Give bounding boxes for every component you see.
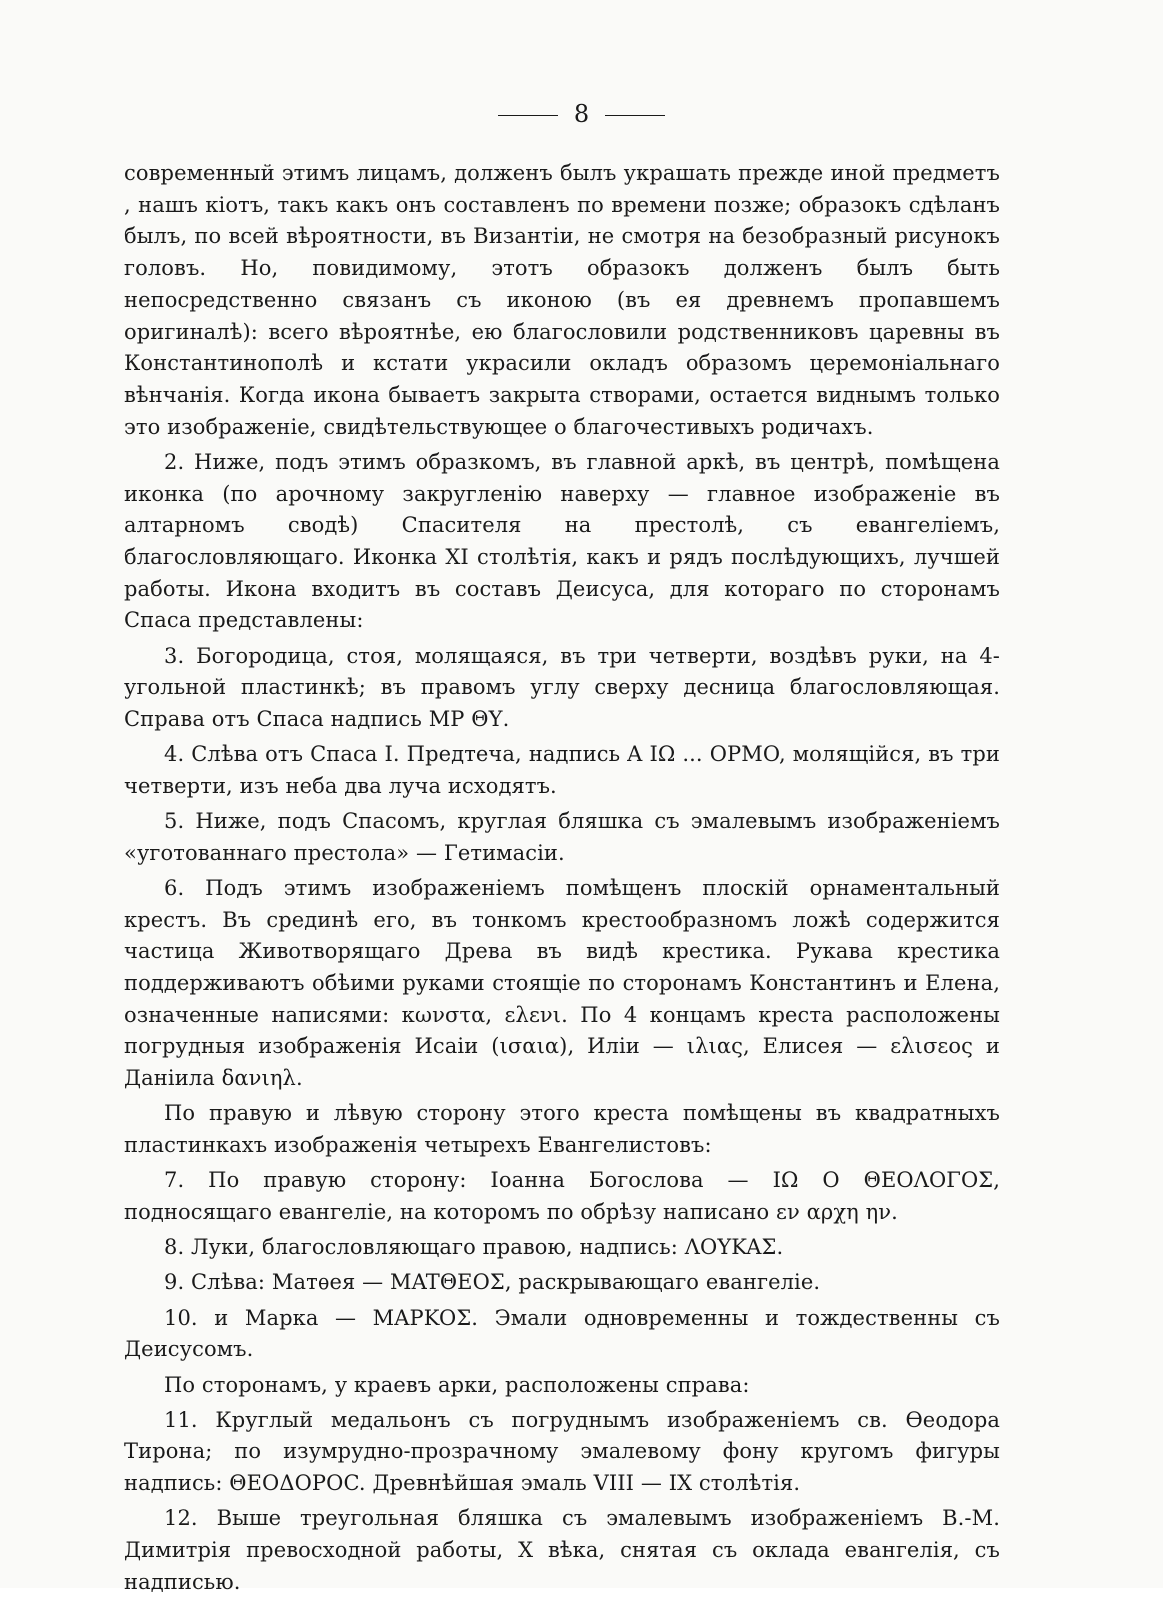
paragraph-item-6: 6. Подъ этимъ изображеніемъ помѣщенъ плоскій орнаментальный крестъ. Въ срединѣ его, въ тонкомъ крестообразномъ ложѣ содержится частица Животворящаго Древа въ видѣ крестика. Рукава крестика поддерживаютъ обѣими руками стоящіе по сторонамъ Константинъ и Елена, означенные написями: κωνστα, ελενι. По 4 концамъ креста расположены погрудныя изображенія Исаіи (ισαια), Иліи — ιλιας, Елисея — ελισεος и Даніила δανιηλ.	[124, 875, 1000, 1091]
page-number: 8	[573, 100, 590, 128]
paragraph-item-8: 8. Луки, благословляющаго правою, надпись: ΛOYKAΣ.	[164, 1235, 784, 1260]
body-text	[124, 158, 1000, 1598]
paragraph-item-10: 10. и Марка — MAPKOΣ. Эмали одновременны и тождественны съ Деисусомъ.	[124, 1305, 1000, 1362]
paragraph-item-3: 3. Богородица, стоя, молящаяся, въ три четверти, воздѣвъ руки, на 4-угольной пластинкѣ; въ правомъ углу сверху десница благословляющая. Справа отъ Спаса надпись МР ΘΥ.	[124, 643, 1000, 731]
paragraph-item-5: 5. Ниже, подъ Спасомъ, круглая бляшка съ эмалевымъ изображеніемъ «уготованнаго престола» — Гетимасіи.	[124, 809, 1000, 865]
paragraph-item-9: 9. Слѣва: Матѳея — MATΘEOΣ, раскрывающаго евангеліе.	[164, 1270, 821, 1295]
right-rule	[605, 115, 665, 116]
paragraph-item-11: 11. Круглый медальонъ съ погруднымъ изображеніемъ св. Ѳеодора Тирона; по изумрудно-прозрачному эмалевому фону кругомъ фигуры надпись: ΘEOΔOPOC. Древнѣйшая эмаль VIII — IX столѣтія.	[124, 1407, 1000, 1496]
paragraph-item-7: 7. По правую сторону: Іоанна Богослова — IΩ O ΘEOΛOΓOΣ, подносящаго евангеліе, на которомъ по обрѣзу написано εν αρχη ην.	[124, 1168, 1000, 1224]
paragraph-item-4: 4. Слѣва отъ Спаса І. Предтеча, надпись A IΩ ... OPMO, молящійся, въ три четверти, изъ неба два луча исходятъ.	[124, 742, 1000, 798]
paragraph-sides: По сторонамъ, у краевъ арки, расположены справа:	[164, 1372, 750, 1397]
paragraph-item-2: 2. Ниже, подъ этимъ образкомъ, въ главной аркѣ, въ центрѣ, помѣщена иконка (по арочному закругленію наверху — главное изображеніе въ алтарномъ сводѣ) Спасителя на престолѣ, съ евангеліемъ, благословляющаго. Иконка XI столѣтія, какъ и рядъ послѣдующихъ, лучшей работы. Икона входитъ въ составъ Деисуса, для котораго по сторонамъ Спаса представлены:	[124, 449, 1000, 633]
paragraph-evangelists: По правую и лѣвую сторону этого креста помѣщены въ квадратныхъ пластинкахъ изображенія четырехъ Евангелистовъ:	[124, 1101, 1000, 1158]
paragraph-continuation: современный этимъ лицамъ, долженъ былъ украшать прежде иной предметъ , нашъ кіотъ, такъ какъ онъ составленъ по времени позже; образокъ сдѣланъ былъ, по всей вѣроятности, въ Византіи, не смотря на безобразный рисунокъ головъ. Но, повидимому, этотъ образокъ долженъ былъ быть непосредственно связанъ съ иконою (въ ея древнемъ пропавшемъ оригиналѣ): всего вѣроятнѣе, ею благословили родственниковъ царевны въ Константинополѣ и кстати украсили окладъ образомъ церемоніальнаго вѣнчанія. Когда икона бываетъ закрыта створами, остается виднымъ только это изображеніе, свидѣтельствующее о благочестивыхъ родичахъ.	[124, 161, 1000, 439]
left-rule	[498, 115, 558, 116]
page-header	[0, 98, 1163, 130]
paragraph-item-12: 12. Выше треугольная бляшка съ эмалевымъ изображеніемъ В.-М. Димитрія превосходной работы, X вѣка, снятая съ оклада евангелія, съ надписью.	[124, 1506, 1000, 1594]
